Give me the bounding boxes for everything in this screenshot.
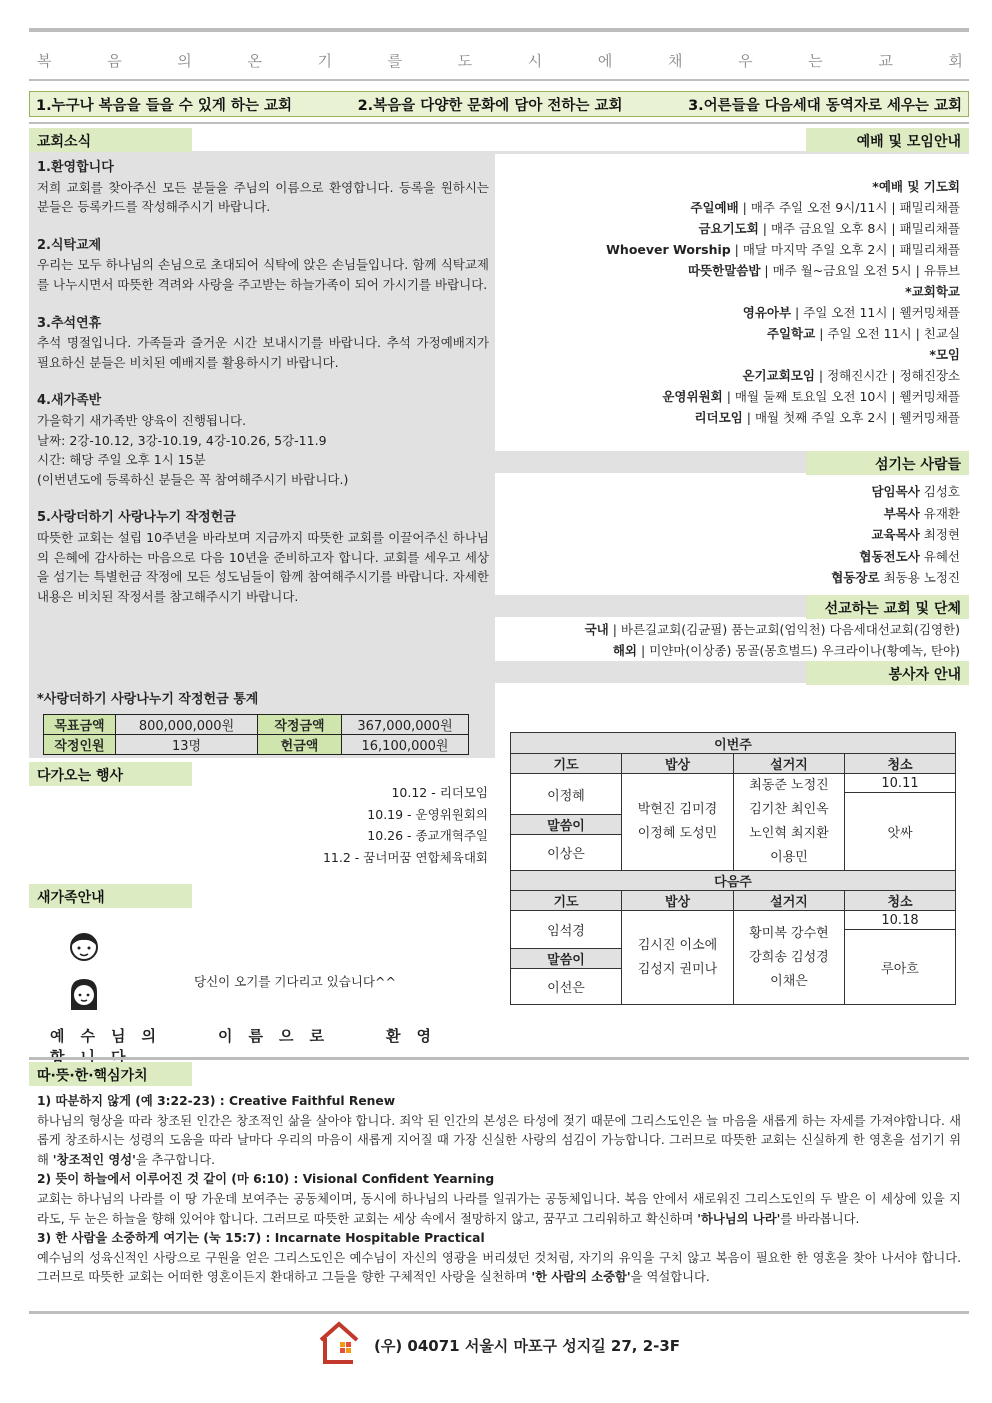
col-cleaning: 청소: [845, 891, 956, 911]
worship-title: 예배 및 모임안내: [806, 128, 969, 152]
mission-list: [585, 619, 960, 661]
servant-role: 협동장로: [831, 570, 880, 585]
pledged-value: 367,000,000원: [342, 715, 469, 735]
news-3-body: 추석 명절입니다. 가족들과 즐거운 시간 보내시기를 바랍니다. 추석 가정예배지가 필요하신 분들은 비치된 예배지를 활용하시기 바랍니다.: [37, 335, 489, 370]
next-prayer: 임석경: [511, 911, 622, 949]
worship-group-heading: *모임: [929, 347, 960, 362]
motto-char: 시: [527, 52, 543, 70]
people-label: 작정인원: [44, 735, 116, 755]
servant-item: [831, 567, 960, 589]
stats-table: [43, 714, 469, 755]
servant-item: [831, 546, 960, 568]
servant-name: 유혜선: [919, 548, 960, 564]
news-2-body: 우리는 모두 하나님의 손님으로 초대되어 식탁에 앉은 손님들입니다. 함께 식탁교제를 나누시면서 따뜻한 격려와 사랑을 주고받는 하늘가족이 되어 가시기를 바랍니다.: [37, 257, 489, 292]
worship-info: | 주일 오전 11시 | 친교실: [815, 326, 960, 341]
motto-char: 는: [808, 52, 823, 70]
next-clean-date: 10.18: [845, 911, 956, 930]
col-dishes: 설거지: [734, 754, 845, 774]
worship-info: | 주일 오전 11시 | 웰커밍채플: [791, 305, 960, 320]
value-3: 3.어른들을 다음세대 동역자로 세우는 교회: [688, 97, 962, 114]
this-word-label: 말씀이: [511, 815, 622, 835]
motto-char: 에: [597, 52, 613, 70]
worship-item: [606, 197, 960, 218]
welcome-char: 로: [309, 1027, 324, 1045]
church-values: [29, 91, 969, 117]
motto-char: 도: [457, 52, 473, 70]
worship-name: 온기교회모임: [742, 368, 815, 383]
this-prayer: 이정혜: [511, 774, 622, 815]
motto-rule: [29, 79, 969, 81]
next-word-label: 말씀이: [511, 949, 622, 969]
servant-name: 김성호: [919, 484, 960, 499]
news-list: [37, 158, 489, 625]
top-rule: [29, 28, 969, 32]
cash-label: 헌금액: [258, 735, 342, 755]
girl-icon: [66, 976, 102, 1012]
worship-name: 영유아부: [742, 305, 792, 320]
servant-name: 유재환: [919, 505, 960, 521]
core-values: [37, 1092, 961, 1288]
next-word: 이선은: [511, 969, 622, 1005]
motto-char: 를: [387, 52, 403, 70]
welcome-char: 영: [416, 1027, 431, 1045]
worship-info: | 매월 첫째 주일 오후 2시 | 웰커밍채플: [742, 410, 960, 425]
news-5-title: 5.사랑더하기 사랑나누기 작정헌금: [37, 510, 236, 526]
news-5-body: 따뜻한 교회는 설립 10주년을 바라보며 지금까지 따뜻한 교회를 이끌어주신 하나님의 은혜에 감사하는 마음으로 다음 10년을 준비하고자 합니다. 교회를 세우고 세상을 섬기는 특별헌금 작정에 모든 성도님들이 함께 참여해주시기를 바랍니다. 자세한 내용은 비치된 작정서를 참고해주시기 바랍니다.: [37, 529, 489, 604]
servants-list: [831, 481, 960, 589]
mission-title: 선교하는 교회 및 단체: [806, 595, 969, 619]
news-1-body: 저희 교회를 찾아주신 모든 분들을 주님의 이름으로 환영합니다. 등록을 원하시는 분들은 등록카드를 작성해주시기 바랍니다.: [37, 179, 489, 215]
worship-name: 금요기도회: [698, 221, 759, 236]
worship-group-heading: *교회학교: [905, 284, 960, 299]
worship-item: [606, 218, 960, 239]
servant-role: 부목사: [883, 505, 920, 521]
news-2-title: 2.식탁교제: [37, 237, 102, 253]
volunteer-title: 봉사자 안내: [806, 661, 969, 685]
col-prayer: 기도: [511, 891, 622, 911]
news-4-line: 가을학기 새가족반 양육이 진행됩니다.: [37, 412, 247, 428]
this-clean-date: 10.11: [845, 774, 956, 793]
worship-info: | 매주 주일 오전 9시/11시 | 패밀리채플: [738, 200, 960, 215]
worship-list: [606, 176, 960, 428]
worship-info: | 매주 월~금요일 오전 5시 | 유튜브: [760, 263, 960, 278]
newfamily-text: 당신이 오기를 기다리고 있습니다^^: [194, 974, 396, 989]
servant-name: 최정현: [919, 527, 960, 542]
worship-name: 운영위원회: [662, 389, 723, 404]
goal-value: 800,000,000원: [116, 715, 258, 735]
this-word: 이상은: [511, 835, 622, 871]
core-1-body: 하나님의 형상을 따라 창조된 인간은 창조적인 삶을 살아야 합니다. 죄악 된 인간의 본성은 타성에 젖기 때문에 그리스도인은 늘 마음을 새롭게 하는 자세를 가져야합니다. 새롭게 창조하시는 성령의 도움을 따라 날마다 우리의 마음이 새롭게 지어질 때 가장 신실한 사랑의 섬김이 가능합니다. 그러므로 따뜻한 교회는 신실하게 한 영혼을 섬기기 위해 '창조적인 영성'을 추구합니다.: [37, 1113, 961, 1167]
core-2-head: 2) 뜻이 하늘에서 이루어진 것 같이 (마 6:10) : Visional Confident Yearning: [37, 1172, 495, 1187]
worship-name: 주일예배: [690, 200, 739, 215]
value-1: 1.누구나 복음을 들을 수 있게 하는 교회: [36, 97, 292, 114]
motto-char: 회: [948, 52, 963, 70]
worship-item: [606, 239, 960, 260]
events-list: [323, 782, 488, 868]
welcome-char: 의: [141, 1027, 156, 1045]
news-3-title: 3.추석연휴: [37, 315, 102, 331]
motto-char: 교: [878, 52, 893, 70]
welcome-char: 님: [111, 1027, 126, 1045]
servant-item: [831, 481, 960, 503]
newfamily-title: 새가족안내: [29, 884, 192, 908]
servant-role: 교육목사: [871, 527, 920, 542]
worship-item: [606, 407, 960, 428]
volunteer-schedule: [510, 732, 956, 1005]
news-4-line: 시간: 해당 주일 오후 1시 15분: [37, 452, 206, 468]
mission-overseas: 해외 | 미얀마(이상종) 몽골(몽흐벌드) 우크라이나(황예녹, 탄야): [612, 643, 960, 658]
cash-value: 16,100,000원: [342, 735, 469, 755]
motto-char: 음: [107, 52, 122, 70]
news-1-title: 1.환영합니다: [37, 160, 114, 175]
news-title: 교회소식: [29, 128, 192, 152]
worship-info: | 매주 금요일 오후 8시 | 패밀리채플: [758, 221, 960, 236]
this-dishes: 최동준 노정진 김기찬 최인옥 노인혁 최지환 이용민: [734, 774, 845, 871]
worship-item: [606, 302, 960, 323]
servant-role: 협동전도사: [859, 548, 920, 564]
pledged-label: 작정금액: [258, 715, 342, 735]
next-dishes: 황미복 강수현 강희송 김성경 이채은: [734, 911, 845, 1005]
servant-item: [831, 503, 960, 525]
core-3-body: 예수님의 성육신적인 사랑으로 구원을 얻은 그리스도인은 예수님이 자신의 영광을 버리셨던 것처럼, 자기의 유익을 구치 않고 복음이 필요한 한 영혼을 찾아 나서야 합니다. 그러므로 따뜻한 교회는 어떠한 영혼이든지 환대하고 그들을 향한 구체적인 사랑을 실천하며 '한 사람의 소중함'을 역설합니다.: [37, 1250, 961, 1285]
core-rule: [29, 1057, 969, 1060]
news-4-title: 4.새가족반: [37, 393, 102, 409]
footer-rule: [29, 1311, 969, 1314]
motto-char: 기: [317, 52, 332, 70]
events-title: 다가오는 행사: [29, 762, 192, 786]
worship-name: 따뜻한말씀밥: [687, 263, 761, 278]
motto-char: 복: [37, 52, 52, 70]
worship-name: 리더모임: [694, 410, 743, 425]
church-address: (우) 04071 서울시 마포구 성지길 27, 2-3F: [374, 1337, 681, 1355]
church-motto: [37, 50, 963, 70]
welcome-char: 예: [50, 1027, 65, 1045]
event-item: 10.19 - 운영위원회의: [367, 806, 488, 822]
stats-title: *사랑더하기 사랑나누기 작정헌금 통계: [37, 692, 259, 707]
welcome-word: [218, 1027, 340, 1045]
boy-icon: [67, 930, 101, 964]
news-4-line: (이번년도에 등록하신 분들은 꼭 참여해주시기 바랍니다.): [37, 471, 349, 487]
goal-label: 목표금액: [44, 715, 116, 735]
servants-title: 섬기는 사람들: [806, 451, 969, 475]
news-4-line: 날짜: 2강-10.12, 3강-10.19, 4강-10.26, 5강-11.9: [37, 432, 327, 448]
core-1-head: 1) 따분하지 않게 (예 3:22-23) : Creative Faithful Renew: [37, 1094, 396, 1108]
worship-item: [606, 260, 960, 281]
worship-info: | 매월 둘째 토요일 오전 10시 | 웰커밍채플: [722, 389, 960, 404]
this-clean: 앗싸: [845, 793, 956, 871]
worship-item: [606, 365, 960, 386]
mission-domestic: 국내 | 바른길교회(김균필) 품는교회(엄익천) 다음세대선교회(김영한): [584, 622, 960, 637]
welcome-char: 이: [218, 1027, 233, 1045]
col-dishes: 설거지: [734, 891, 845, 911]
servant-role: 담임목사: [871, 484, 920, 499]
col-meal: 밥상: [622, 754, 734, 774]
servant-name: 최동용 노정진: [879, 570, 960, 585]
worship-item: [606, 386, 960, 407]
worship-info: | 정해진시간 | 정해진장소: [814, 368, 960, 383]
col-prayer: 기도: [511, 754, 622, 774]
this-week-title: 이번주: [511, 733, 956, 754]
core-3-head: 3) 한 사람을 소중하게 여기는 (눅 15:7) : Incarnate Hospitable Practical: [37, 1231, 485, 1246]
welcome-char: 으: [279, 1027, 294, 1045]
col-cleaning: 청소: [845, 754, 956, 774]
core-2-body: 교회는 하나님의 나라를 이 땅 가운데 보여주는 공동체이며, 동시에 하나님의 나라를 일궈가는 공동체입니다. 복음 안에서 새로워진 그리스도인의 두 발은 이 세상에 있을 지라도, 두 눈은 하늘을 향해 있어야 합니다. 그러므로 따뜻한 교회는 세상 속에서 절망하지 않고, 꿈꾸고 그리워하고 확신하며 '하나님의 나라'를 바라봅니다.: [37, 1191, 961, 1226]
church-logo-icon: [318, 1320, 360, 1366]
event-item: 11.2 - 꿈너머꿈 연합체육대회: [322, 849, 488, 865]
value-2: 2.복음을 다양한 문화에 담아 전하는 교회: [357, 97, 623, 114]
motto-char: 온: [247, 52, 262, 70]
event-item: 10.12 - 리더모임: [391, 785, 488, 800]
welcome-char: 수: [80, 1027, 95, 1045]
event-item: 10.26 - 종교개혁주일: [367, 828, 488, 843]
worship-group-heading: *예배 및 기도회: [872, 179, 960, 194]
next-clean: 루아흐: [845, 930, 956, 1005]
worship-info: | 매달 마지막 주일 오후 2시 | 패밀리채플: [730, 242, 960, 257]
this-meal: 박현진 김미경 이정혜 도성민: [622, 774, 734, 871]
worship-name: 주일학교: [766, 326, 816, 341]
welcome-char: 름: [248, 1027, 263, 1045]
next-week-title: 다음주: [511, 871, 956, 891]
worship-item: [606, 323, 960, 344]
core-title: 따·뜻·한·핵심가치: [29, 1062, 192, 1086]
motto-char: 우: [738, 52, 753, 70]
next-meal: 김시진 이소에 김성지 권미나: [622, 911, 734, 1005]
welcome-banner: [50, 1025, 476, 1045]
col-meal: 밥상: [622, 891, 734, 911]
servant-item: [831, 524, 960, 546]
welcome-word: [50, 1027, 172, 1045]
people-value: 13명: [116, 735, 258, 755]
motto-char: 의: [177, 52, 192, 70]
worship-name: Whoever Worship: [606, 242, 731, 257]
motto-char: 채: [667, 52, 683, 70]
welcome-char: 환: [386, 1027, 401, 1045]
values-rule: [29, 122, 969, 124]
